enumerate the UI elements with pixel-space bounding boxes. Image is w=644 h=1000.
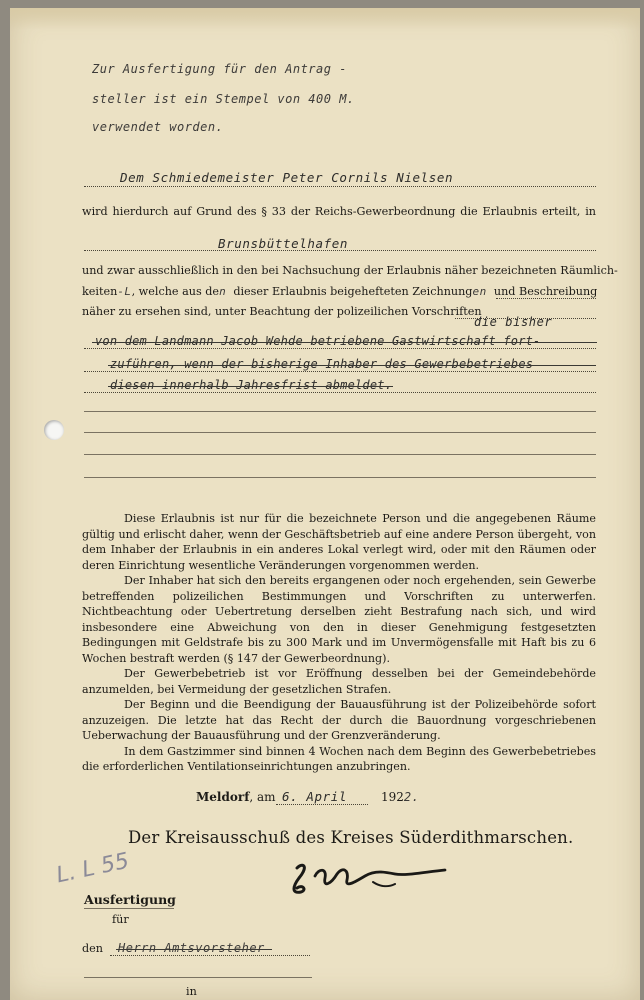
strike-line-3 <box>108 386 393 387</box>
typed-condition-3: diesen innerhalb Jahresfrist abmeldet. <box>110 378 393 392</box>
recipient-name: Dem Schmiedemeister Peter Cornils Nielsen <box>120 170 454 185</box>
typed-dotted-line-2 <box>84 371 596 372</box>
typed-dotted-line-1 <box>84 348 596 349</box>
blank-line-3 <box>84 454 596 455</box>
den-value: Herrn Amtsvorsteher <box>118 941 265 955</box>
grant-dotted-line-3 <box>496 298 596 299</box>
text-keiten: keiten <box>82 285 118 298</box>
den-label: den <box>82 942 103 955</box>
place-name: Brunsbüttelhafen <box>218 236 349 251</box>
text-zeichnung: dieser Erlaubnis beigehefteten Zeichnung <box>233 285 473 298</box>
pencil-archive-note: L. L 55 <box>54 848 132 889</box>
den-value-strike <box>116 949 272 950</box>
blank-line-4 <box>84 477 596 478</box>
heading-underline <box>84 908 174 909</box>
date-year <box>381 790 419 804</box>
blank-line-2 <box>84 432 596 433</box>
strike-line-1 <box>92 342 597 343</box>
punch-hole <box>44 420 64 440</box>
stamp-note-line-2: steller ist ein Stempel von 400 M. <box>92 92 355 106</box>
condition-paragraph-5: In dem Gastzimmer sind binnen 4 Wochen nach dem Beginn des Gewerbebetriebes die erforderlichen Ventilationseinrichtungen anzubringen. <box>82 744 596 773</box>
grant-text-line-4: näher zu ersehen sind, unter Beachtung der polizeilichen Vorschriften <box>82 305 482 318</box>
year-prefix: 192 <box>381 790 404 804</box>
fill-zeichnung: en <box>472 285 487 298</box>
authority-name: Der Kreisausschuß des Kreises Süderdithmarschen. <box>128 828 574 847</box>
grant-text-line-2: und zwar ausschließlich in den bei Nachsuchung der Erlaubnis näher bezeichneten Räumlich- <box>82 264 618 277</box>
stamp-note-line-3: verwendet worden. <box>92 120 224 134</box>
typed-condition-2: zuführen, wenn der bisherige Inhaber des Gewerbebetriebes <box>110 357 534 371</box>
fuer-label: für <box>112 913 129 926</box>
conditions-body <box>82 511 596 775</box>
year-suffix: 2. <box>403 790 420 804</box>
condition-paragraph-1: Diese Erlaubnis ist nur für die bezeichnete Person und die angegebenen Räume gültig und erlischt daher, wenn der Geschäftsbetrieb auf eine andere Person übergeht, von dem Inhaber der Erlaubnis in ein anderes Lokal verlegt wird, oder mit den Räumen oder deren Einrichtung wesentliche Veränderungen vorgenommen werden. <box>82 512 596 572</box>
in-label: in <box>186 985 197 998</box>
stamp-note-line-1: Zur Ausfertigung für den Antrag - <box>92 62 347 76</box>
fill-keiten: -L <box>117 285 132 298</box>
signature <box>285 858 465 906</box>
text-welche: , welche aus de <box>131 285 220 298</box>
den-dotted-line <box>110 955 310 956</box>
text-beschreibung: und Beschreibung <box>493 285 598 298</box>
condition-paragraph-3: Der Gewerbebetrieb ist vor Eröffnung desselben bei der Gemeindebehörde anzumelden, bei Vermeidung der gesetzlichen Strafen. <box>82 667 596 696</box>
ausfertigung-heading: Ausfertigung <box>84 892 176 907</box>
blank-line-1 <box>84 411 596 412</box>
grant-text-line-3 <box>82 285 597 298</box>
condition-paragraph-2: Der Inhaber hat sich den bereits ergangenen oder noch ergehenden, sein Gewerbe betreffenden polizeilichen Bestimmungen und Vorschriften zu unterwerfen. Nichtbeachtung oder Uebertretung derselben zieht Bestrafung nach sich, und wird insbesondere eine Abweichung von den in dieser Genehmigung festgesetzten Bedingungen mit Geldstrafe bis zu 300 Mark und im Unvermögensfalle mit Haft bis zu 6 Wochen bestraft werden (§ 147 der Gewerbeordnung). <box>82 574 596 665</box>
document-page <box>10 8 640 1000</box>
strike-line-2 <box>108 365 596 366</box>
recipient-dotted-line <box>84 186 596 187</box>
date-value: 6. April <box>282 789 348 804</box>
typed-condition-1: von dem Landmann Jacob Wehde betriebene Gastwirtschaft fort- <box>95 334 541 348</box>
inserted-die-bisher: die bisher <box>474 315 553 329</box>
typed-dotted-line-3 <box>84 392 596 393</box>
date-dotted-line <box>276 804 368 805</box>
date-am: , am <box>249 790 276 804</box>
grant-text-line: wird hierdurch auf Grund des § 33 der Reichs-Gewerbeordnung die Erlaubnis erteilt, in <box>82 205 596 218</box>
date-line <box>196 790 276 804</box>
fill-de: n <box>219 285 227 298</box>
condition-paragraph-4: Der Beginn und die Beendigung der Bauausführung ist der Polizeibehörde sofort anzuzeigen. Die letzte hat das Recht der durch die Bauordnung vorgeschriebenen Ueberwachung der Bauausführung und der Grenzveränderung. <box>82 698 596 742</box>
address-line <box>84 977 312 978</box>
date-place: Meldorf <box>196 790 250 804</box>
place-dotted-line <box>84 250 596 251</box>
